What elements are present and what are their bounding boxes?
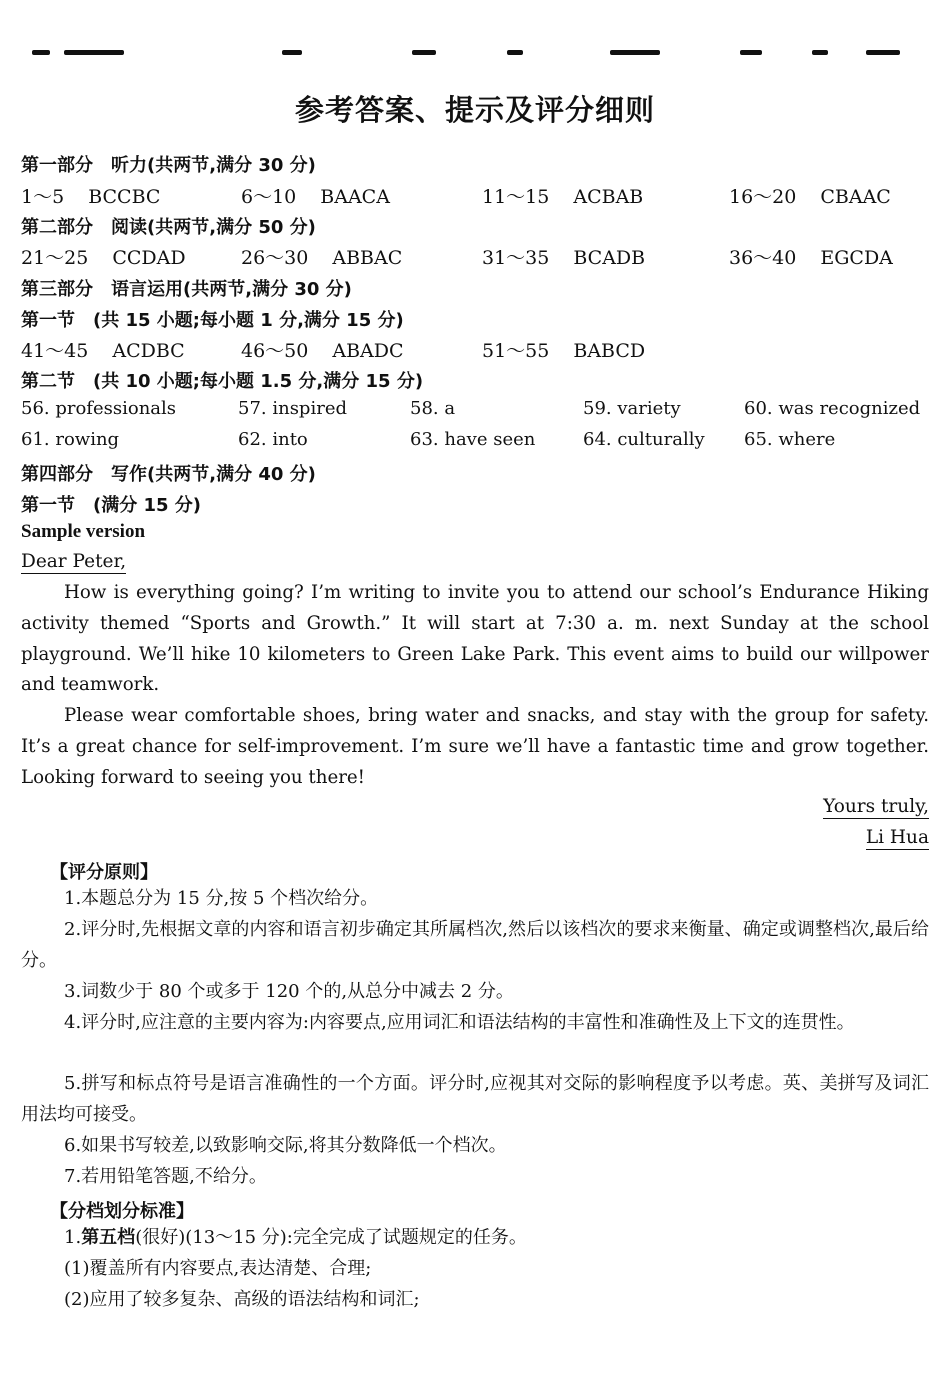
part3-section1-heading: 第一节 (共 15 小题;每小题 1 分,满分 15 分) [21, 310, 404, 331]
fill-answer: 61. rowing [21, 429, 120, 450]
part2-heading: 第二部分 阅读(共两节,满分 50 分) [21, 217, 316, 238]
answer-group: 11～15 ACBAB [482, 186, 644, 208]
letter-greeting: Dear Peter, [21, 551, 127, 572]
cropped-header-marks [0, 44, 950, 60]
principle-item: 2.评分时,先根据文章的内容和语言初步确定其所属档次,然后以该档次的要求来衡量、确定或调整档次,最后给分。 [21, 919, 929, 971]
letter-paragraph-2: Please wear comfortable shoes, bring water and snacks, and stay with the group for safety. It’s a great chance for self-improvement. I’m sure we’ll have a fantastic time and grow together. Looking forward to seeing you there! [21, 705, 929, 788]
principle-item: 1.本题总分为 15 分,按 5 个档次给分。 [64, 888, 379, 909]
fill-answer: 56. professionals [21, 398, 177, 419]
letter-signature: Li Hua [865, 827, 929, 848]
principle-item: 7.若用铅笔答题,不给分。 [64, 1166, 267, 1187]
fill-answer: 64. culturally [583, 429, 705, 450]
letter-closing: Yours truly, [823, 796, 929, 817]
fill-answer: 63. have seen [410, 429, 536, 450]
part4-heading: 第四部分 写作(共两节,满分 40 分) [21, 464, 316, 485]
fill-answer: 59. variety [583, 398, 681, 419]
level-5-description: 1.第五档(很好)(13～15 分):完全完成了试题规定的任务。 [64, 1227, 527, 1248]
level-5-item: (2)应用了较多复杂、高级的语法结构和词汇; [64, 1289, 420, 1310]
level-5-item: (1)覆盖所有内容要点,表达清楚、合理; [64, 1258, 372, 1279]
scoring-principles-heading: 【评分原则】 [50, 862, 158, 883]
fill-answer: 65. where [744, 429, 836, 450]
part3-heading: 第三部分 语言运用(共两节,满分 30 分) [21, 279, 352, 300]
principle-item: 5.拼写和标点符号是语言准确性的一个方面。评分时,应视其对交际的影响程度予以考虑。英、美拼写及词汇用法均可接受。 [21, 1073, 929, 1125]
principle-item: 6.如果书写较差,以致影响交际,将其分数降低一个档次。 [64, 1135, 507, 1156]
page-title: 参考答案、提示及评分细则 [294, 93, 655, 127]
answer-group: 6～10 BAACA [241, 186, 390, 208]
part4-section1-heading: 第一节 (满分 15 分) [21, 495, 202, 516]
fill-answer: 58. a [410, 398, 456, 419]
principle-item: 3.词数少于 80 个或多于 120 个的,从总分中减去 2 分。 [64, 981, 514, 1002]
part1-heading: 第一部分 听力(共两节,满分 30 分) [21, 155, 316, 176]
answer-group: 31～35 BCADB [482, 247, 646, 269]
fill-answer: 57. inspired [238, 398, 347, 419]
scoring-levels-heading: 【分档划分标准】 [50, 1201, 194, 1222]
fill-answer: 60. was recognized [744, 398, 921, 419]
answer-group: 26～30 ABBAC [241, 247, 403, 269]
part3-section2-heading: 第二节 (共 10 小题;每小题 1.5 分,满分 15 分) [21, 371, 424, 392]
answer-group: 51～55 BABCD [482, 340, 646, 362]
answer-group: 46～50 ABADC [241, 340, 404, 362]
answer-group: 1～5 BCCBC [21, 186, 161, 208]
sample-version-label: Sample version [21, 521, 146, 542]
answer-group: 16～20 CBAAC [729, 186, 891, 208]
answer-group: 41～45 ACDBC [21, 340, 185, 362]
fill-answer: 62. into [238, 429, 308, 450]
principle-item: 4.评分时,应注意的主要内容为:内容要点,应用词汇和语法结构的丰富性和准确性及上下文的连贯性。 [64, 1012, 855, 1033]
answer-group: 36～40 EGCDA [729, 247, 893, 269]
letter-paragraph-1: How is everything going? I’m writing to invite you to attend our school’s Endurance Hiking activity themed “Sports and Growth.” It will start at 7:30 a. m. next Sunday at the school playground. We’ll hike 10 kilometers to Green Lake Park. This event aims to build our willpower and teamwork. [21, 582, 929, 696]
answer-group: 21～25 CCDAD [21, 247, 186, 269]
